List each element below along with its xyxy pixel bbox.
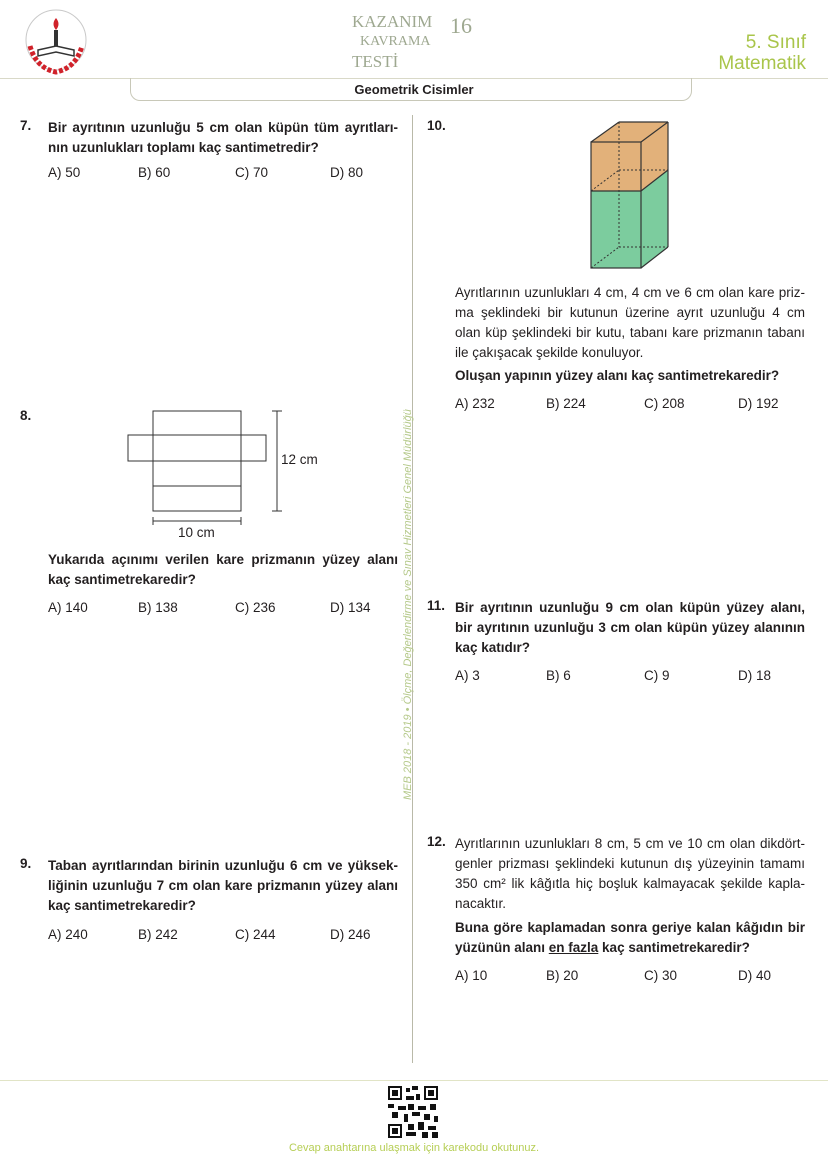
q8-option-a[interactable]: A) 140 [48, 600, 88, 615]
q12-question-line: Buna göre kaplamadan sonra geriye kalan kâğıdın bir [455, 920, 805, 935]
q10-line: ile çakışacak şekilde konuluyor. [455, 345, 644, 360]
qr-code-icon[interactable] [388, 1086, 438, 1138]
q9-options [48, 927, 408, 947]
q11-line: bir ayrıtının uzunluğu 3 cm olan küpün yüzey alanının [455, 620, 805, 635]
q10-option-c[interactable]: C) 208 [644, 396, 685, 411]
q12-line: genler prizması şeklindeki kutunun dış yüzeyinin tamamı [455, 856, 805, 871]
q12-line: 350 cm² lik kâğıtla hiç boşluk kalmayacak şekilde kapla- [455, 876, 805, 891]
q9-line: kaç santimetrekaredir? [48, 898, 196, 913]
q11-option-d[interactable]: D) 18 [738, 668, 772, 683]
q10-options [455, 396, 815, 416]
series-logo-line: TESTİ [352, 52, 399, 71]
q7-number: 7. [20, 118, 32, 133]
q11-line: Bir ayrıtının uzunluğu 9 cm olan küpün yüzey alanı, [455, 600, 805, 615]
q9-number: 9. [20, 856, 32, 871]
section-title: Geometrik Cisimler [354, 82, 474, 97]
q11-number: 11. [427, 598, 446, 613]
q7-line: Bir ayrıtının uzunluğu 5 cm olan küpün tüm ayrıtları- [48, 120, 398, 135]
q10-line: Ayrıtlarının uzunlukları 4 cm, 4 cm ve 6 cm olan kare priz- [455, 285, 805, 300]
q8-option-c[interactable]: C) 236 [235, 600, 276, 615]
q12-line: nacaktır. [455, 896, 507, 911]
q12-question-post: kaç santimetrekaredir? [598, 940, 750, 955]
qr-caption: Cevap anahtarına ulaşmak için karekodu okutunuz. [288, 1142, 540, 1154]
q10-question [455, 366, 805, 386]
q12-option-c[interactable]: C) 30 [644, 968, 678, 983]
q7-line: nın uzunlukları toplamı kaç santimetredir? [48, 140, 319, 155]
q9-line: Taban ayrıtlarından birinin uzunluğu 6 cm ve yüksek- [48, 858, 398, 873]
q7-option-d[interactable]: D) 80 [330, 165, 364, 180]
q12-options [455, 968, 815, 988]
q8-line: Yukarıda açınımı verilen kare prizmanın yüzey alanı [48, 552, 398, 567]
q8-number: 8. [20, 408, 32, 423]
q8-height-label: 12 cm [281, 452, 318, 467]
q11-option-b[interactable]: B) 6 [546, 668, 571, 683]
q11-options [455, 668, 815, 688]
q8-text [48, 550, 398, 590]
q10-option-d[interactable]: D) 192 [738, 396, 779, 411]
q12-emphasis: en fazla [548, 940, 599, 955]
q10-text [455, 283, 805, 363]
q10-number: 10. [427, 118, 446, 133]
q10-prism-diagram [0, 0, 828, 280]
q12-question-line [455, 938, 805, 958]
q12-option-b[interactable]: B) 20 [546, 968, 579, 983]
q12-text [455, 834, 805, 914]
q12-option-d[interactable]: D) 40 [738, 968, 772, 983]
subject-label: Matematik [718, 53, 806, 74]
q12-question-pre: yüzünün alanı [455, 940, 549, 955]
series-logo-line: KAVRAMA [360, 34, 431, 49]
q9-option-d[interactable]: D) 246 [330, 927, 371, 942]
footer-rule [0, 1080, 828, 1081]
q11-option-c[interactable]: C) 9 [644, 668, 670, 683]
q10-question-line: Oluşan yapının yüzey alanı kaç santimetrekaredir? [455, 368, 780, 383]
q10-line: olan küp şeklindeki bir kutu, tabanı kare prizmanın tabanı [455, 325, 805, 340]
q7-option-c[interactable]: C) 70 [235, 165, 269, 180]
q12-option-a[interactable]: A) 10 [455, 968, 488, 983]
q11-text [455, 598, 805, 658]
q7-option-a[interactable]: A) 50 [48, 165, 81, 180]
q8-options [48, 600, 408, 620]
q9-line: liğinin uzunluğu 7 cm olan kare prizmanın yüzey alanı [48, 878, 398, 893]
q8-line: kaç santimetrekaredir? [48, 572, 196, 587]
side-credit: MEB 2018 - 2019 • Ölçme, Değerlendirme ve Sınav Hizmetleri Genel Müdürlüğü [402, 409, 414, 800]
q8-option-d[interactable]: D) 134 [330, 600, 371, 615]
series-logo-line: KAZANIM [352, 12, 433, 31]
q11-line: kaç katıdır? [455, 640, 531, 655]
q10-option-a[interactable]: A) 232 [455, 396, 495, 411]
q10-line: ma şeklindeki bir kutunun üzerine ayrıt uzunluğu 4 cm [455, 305, 805, 320]
q9-text [48, 856, 398, 916]
test-number: 16 [450, 13, 472, 38]
q8-width-label: 10 cm [178, 525, 215, 540]
q12-line: Ayrıtlarının uzunlukları 8 cm, 5 cm ve 10 cm olan dikdört- [455, 836, 805, 851]
grade-label: 5. Sınıf [745, 32, 806, 53]
q11-option-a[interactable]: A) 3 [455, 668, 480, 683]
q7-option-b[interactable]: B) 60 [138, 165, 171, 180]
q9-option-c[interactable]: C) 244 [235, 927, 276, 942]
q12-question [455, 918, 805, 958]
q9-option-b[interactable]: B) 242 [138, 927, 178, 942]
q10-option-b[interactable]: B) 224 [546, 396, 586, 411]
q8-option-b[interactable]: B) 138 [138, 600, 178, 615]
q9-option-a[interactable]: A) 240 [48, 927, 88, 942]
q12-number: 12. [427, 834, 446, 849]
